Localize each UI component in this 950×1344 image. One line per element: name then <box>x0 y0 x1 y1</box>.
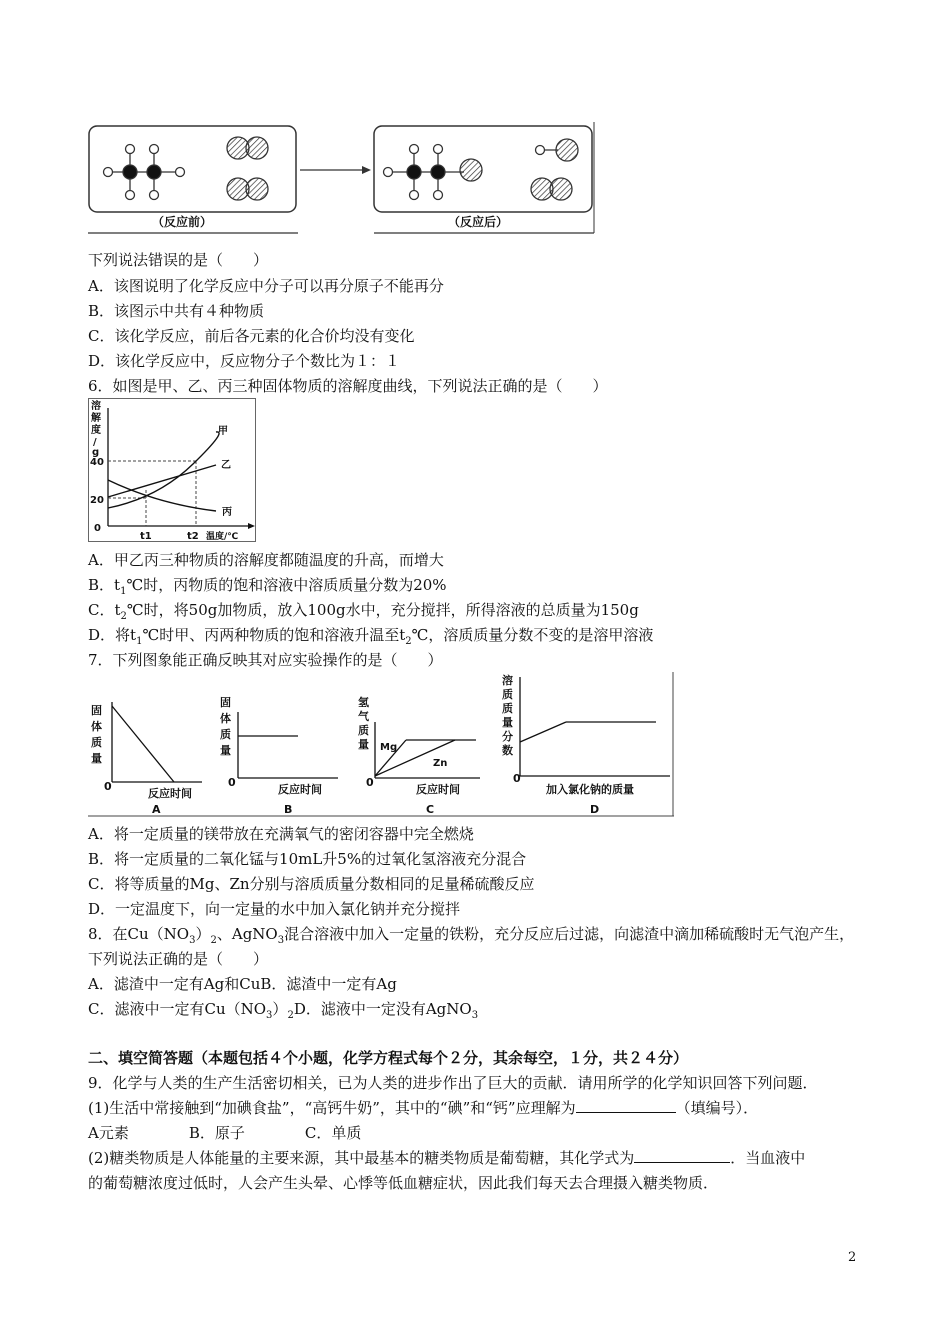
graph-d-ylabel-6: 数 <box>502 744 513 757</box>
graph-c-ylabel-1: 氢 <box>358 696 369 709</box>
q9-blank-2[interactable] <box>634 1148 730 1163</box>
graph-d-line <box>520 722 566 742</box>
q5-option-c: C．该化学反应，前后各元素的化合价均没有变化 <box>88 327 415 345</box>
q8-stem-line2: 下列说法正确的是（ ） <box>88 950 269 968</box>
graph-c-origin: 0 <box>366 776 374 789</box>
curve-label-yi: 乙 <box>221 460 231 471</box>
graph-d-ylabel-4: 量 <box>502 716 513 729</box>
graph-a-line <box>112 706 174 782</box>
curve-label-jia: 甲 <box>218 426 228 437</box>
q8-stem: 8．在$Cu(NO_3)_2$、AgNO$_3$混合溶液中加入一定量的铁粉，充分反应后过滤，向滤渣中滴加稀硫酸时无气泡产生， <box>88 925 855 946</box>
graph-a-origin: 0 <box>104 780 112 793</box>
q6-option-a: A．甲乙丙三种物质的溶解度都随温度的升高，而增大 <box>88 551 444 569</box>
graph-b-ylabel-2: 体 <box>220 712 231 725</box>
graph-c-mg-label: Mg <box>380 742 398 753</box>
y-label-4: / <box>93 437 97 448</box>
q5-stem: 下列说法错误的是（ ） <box>88 251 269 269</box>
before-box <box>89 126 296 212</box>
q6-option-b: B．$t_1℃$时，丙物质的饱和溶液中溶质质量分数为20% <box>88 576 447 597</box>
q5-option-d: D．该化学反应中，反应物分子个数比为１：１ <box>88 352 401 370</box>
q7-option-c: C．将等质量的Mg、Zn分别与溶质质量分数相同的足量稀硫酸反应 <box>88 875 535 893</box>
q6-option-c: C．$t_2℃$时，将50g加物质，放入100g水中，充分搅拌，所得溶液的总质量为150g <box>88 601 639 622</box>
q5-option-b: B．该图示中共有４种物质 <box>88 302 265 320</box>
graph-b-origin: 0 <box>228 776 236 789</box>
graph-b-letter: B <box>284 803 293 816</box>
q9-blank-1[interactable] <box>576 1098 676 1113</box>
y-tick-40: 40 <box>90 457 104 468</box>
graph-d-ylabel-1: 溶 <box>502 674 513 687</box>
x-tick-t2: t2 <box>187 531 199 542</box>
x-label: 温度/℃ <box>206 532 239 542</box>
q8-options-cd: C．滤液中一定有$Cu(NO_3)_2D$．滤液中一定没有AgNO$_3$ <box>88 1000 479 1021</box>
section2-title: 二、填空简答题（本题包括４个小题，化学方程式每个２分，其余每空，１分，共２４分） <box>88 1049 689 1067</box>
y-label-3: 度 <box>91 425 101 436</box>
y-tick-0: 0 <box>94 523 101 534</box>
q7-option-d: D．一定温度下，向一定量的水中加入氯化钠并充分搅拌 <box>88 900 461 918</box>
graph-c-zn-label: Zn <box>433 758 448 769</box>
q9-part2-line2: 的葡萄糖浓度过低时，人会产生头晕、心悸等低血糖症状，因此我们每天去合理摄入糖类物质． <box>88 1174 719 1192</box>
graph-a-ylabel-3: 质 <box>91 736 102 749</box>
q9-part1: (1)生活中常接触到“加碘食盐”，“高钙牛奶”，其中的“碘”和“钙”应理解为 （填编号）． <box>88 1099 759 1117</box>
graph-b-ylabel-1: 固 <box>220 696 231 709</box>
graph-c-ylabel-4: 量 <box>358 738 369 751</box>
graph-d-letter: D <box>590 803 600 816</box>
reaction-diagram <box>88 122 598 234</box>
graph-d-origin: 0 <box>513 772 521 785</box>
q9-stem: 9．化学与人类的生产生活密切相关，已为人类的进步作出了巨大的贡献．请用所学的化学知识回答下列问题． <box>88 1074 818 1092</box>
before-label: （反应前） <box>152 215 213 229</box>
graph-d-ylabel-3: 质 <box>502 702 513 715</box>
q7-stem: 7．下列图象能正确反映其对应实验操作的是（ ） <box>88 651 443 669</box>
q9-part1-options: A元素 B．原子 C．单质 <box>88 1124 362 1142</box>
y-label-5: g <box>92 447 100 458</box>
y-tick-20: 20 <box>90 495 104 506</box>
graph-a-ylabel-4: 量 <box>91 752 102 765</box>
graph-a-letter: A <box>152 803 161 816</box>
x-tick-t1: t1 <box>140 531 152 542</box>
solubility-chart <box>88 398 260 543</box>
graph-d-ylabel-5: 分 <box>502 730 513 743</box>
reaction-arrow <box>300 166 371 174</box>
graph-b-ylabel-3: 质 <box>220 728 231 741</box>
graph-a-ylabel-2: 体 <box>91 720 102 733</box>
graph-a-xlabel: 反应时间 <box>148 787 192 800</box>
graph-a-ylabel-1: 固 <box>91 704 102 717</box>
curve-label-bing: 丙 <box>222 507 232 518</box>
graph-c-ylabel-2: 气 <box>358 710 369 723</box>
q7-graphs <box>88 672 678 818</box>
graph-d-xlabel: 加入氯化钠的质量 <box>546 783 634 796</box>
y-label-2: 解 <box>91 413 101 424</box>
q5-option-a: A．该图说明了化学反应中分子可以再分原子不能再分 <box>88 277 444 295</box>
q7-option-a: A．将一定质量的镁带放在充满氧气的密闭容器中完全燃烧 <box>88 825 474 843</box>
q7-option-b: B．将一定质量的二氧化锰与10mL升5%的过氧化氢溶液充分混合 <box>88 850 527 868</box>
page-number: 2 <box>848 1250 857 1265</box>
q6-option-d: D．将$t_1℃$时甲、丙两种物质的饱和溶液升温至$t_2℃$，溶质质量分数不变的是溶甲溶液 <box>88 626 654 647</box>
graph-b-xlabel: 反应时间 <box>278 783 322 796</box>
graph-c-xlabel: 反应时间 <box>416 783 460 796</box>
after-label: （反应后） <box>448 215 509 229</box>
q8-options-ab: A．滤渣中一定有Ag和CuB．滤渣中一定有Ag <box>88 975 397 993</box>
q9-part2: (2)糖类物质是人体能量的主要来源，其中最基本的糖类物质是葡萄糖，其化学式为 ．当血液中 <box>88 1149 806 1167</box>
graph-b-ylabel-4: 量 <box>220 744 231 757</box>
graph-d-ylabel-2: 质 <box>502 688 513 701</box>
q6-stem: 6．如图是甲、乙、丙三种固体物质的溶解度曲线，下列说法正确的是（ ） <box>88 377 608 395</box>
graph-c-letter: C <box>426 803 435 816</box>
graph-c-ylabel-3: 质 <box>358 724 369 737</box>
y-label-1: 溶 <box>91 401 101 412</box>
